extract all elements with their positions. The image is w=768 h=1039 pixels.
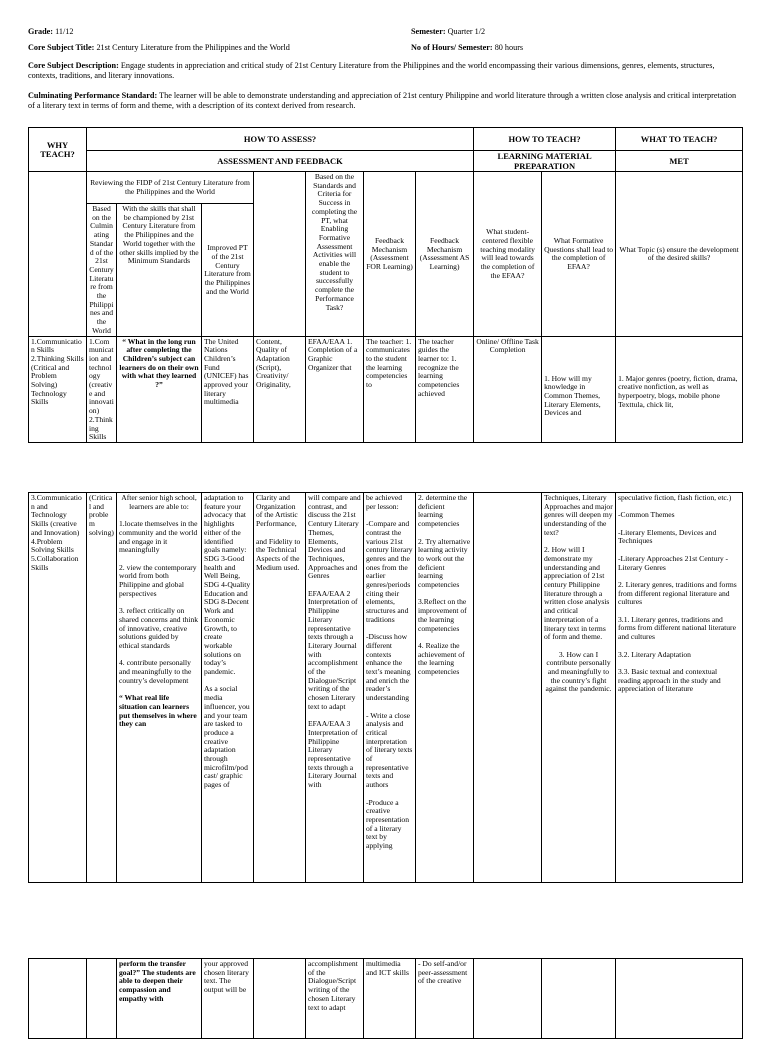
standard-line [28, 91, 743, 111]
topic-text-1: speculative fiction, flash fiction, etc.) [618, 493, 732, 502]
reviewing-fidp-header: Reviewing the FIDP of 21st Century Literature from the Philippines and the World [87, 172, 254, 204]
feedback-for-cell [364, 493, 416, 883]
topic-text-2: -Common Themes [618, 510, 675, 520]
blank-cell [542, 959, 616, 1039]
fas-text-2: 2. Try alternative learning activity to work out the deficient learning competencies [418, 536, 471, 590]
culminating-standard-header: Based on the Culminating Standard of the 21st Century Literature from the Philippines and the World [87, 204, 117, 337]
topic-text-7: 3.2. Literary Adaptation [618, 649, 691, 659]
skills-header: With the skills that shall be championed by 21st Century Literature from the Philippines and the World together with the other skills implied by the Minimum Standards [117, 204, 202, 337]
fidp-table-page-2 [28, 492, 743, 883]
modality-cell [474, 493, 542, 883]
why-teach-header: WHY TEACH? [29, 128, 87, 172]
goal-question: “ What real life situation can learners put themselves in where they can [119, 693, 197, 729]
grasps-text-2: and Fidelity to the Technical Aspects of the Medium used. [256, 536, 301, 572]
feedback-for-cell: The teacher: 1. communicates to the student the learning competencies to [364, 336, 416, 442]
pt-text-2: As a social media influencer, you and your team are tasked to produce a creative adaptation through microfilm/podcast/ graphic pages of [204, 684, 250, 790]
blank-cell [254, 959, 306, 1039]
goal-intro: After senior high school, learners are able to: [121, 493, 197, 511]
blank-cell [616, 959, 743, 1039]
feedback-as-header: Feedback Mechanism (Assessment AS Learning) [416, 172, 474, 337]
feedback-as-cell: - Do self-and/or peer-assessment of the creative [416, 959, 474, 1039]
subject-line [28, 43, 398, 53]
blank-cell [87, 959, 117, 1039]
formative-questions-header: What Formative Questions shall lead to the completion of EFAA? [542, 172, 616, 337]
hours-line [411, 43, 523, 53]
grade-label: Grade: [28, 27, 54, 36]
topics-cell: 1. Major genres (poetry, fiction, drama, creative nonfiction, as well as hyperpoetry, blogs, mobile phone Texttula, chick lit, [616, 336, 743, 442]
efaa-cell [306, 493, 364, 883]
topics-header: What Topic (s) ensure the development of the desired skills? [616, 172, 743, 337]
hours-value: 80 hours [494, 43, 524, 52]
improved-pt-header: Improved PT of the 21st Century Literature from the Philippines and the World [202, 204, 254, 337]
skills-cell: (Critical and problem solving) [87, 493, 117, 883]
transfer-goal-cell: perform the transfer goal?” The students are able to deepen their compassion and empathy with [117, 959, 202, 1039]
enabling-assessment-header: Based on the Standards and Criteria for Success in completing the PT, what Enabling Formative Assessment Activities will enable the student to successfully complete the Performance Task? [306, 172, 364, 337]
pt-text-1: adaptation to feature your advocacy that highlights either of the identified goals namely: SDG 3-Good health and Well Being, SDG 4-Quality Education and SDG 8-Decent Work and Economic Growth, to create workable solutions on today’s pandemic. [204, 493, 251, 677]
standard-label: Culminating Performance Standard: [28, 91, 158, 100]
goal-item-4: 4. contribute personally and meaningfully to the country’s development [119, 658, 192, 685]
topic-text-5: 2. Literary genres, traditions and forms from different regional literature and cultures [618, 579, 737, 607]
subject-value: 21st Century Literature from the Philippines and the World [96, 43, 290, 52]
met-header: MET [616, 151, 743, 172]
standard-value: The learner will be able to demonstrate understanding and appreciation of 21st century Philippine and world literature through a written close analysis and critical interpretation of a literary text in terms of form and theme, with a description of its context derived from research. [28, 91, 737, 110]
ffor-text-2: -Compare and contrast the various 21st century literary genres and the ones from the earlier genres/periods citing their elements, structures and traditions [366, 519, 413, 624]
why-skills-cell: 3.Communication and Technology Skills (creative and Innovation) 4.Problem Solving Skills 5.Collaboration Skills [29, 493, 87, 883]
subject-label: Core Subject Title: [28, 43, 95, 52]
fidp-table-page-3 [28, 958, 743, 1039]
blank-cell [254, 172, 306, 337]
ffor-text-5: -Produce a creative representation of a literary text by applying [366, 797, 410, 851]
blank-cell [474, 959, 542, 1039]
formative-questions-cell [542, 493, 616, 883]
grade-value: 11/12 [55, 27, 74, 36]
description-value: Engage students in appreciation and critical study of 21st Century Literature from the Philippines and the world encompassing their various dimensions, genres, elements, structures, contexts, traditions, and literary innovations. [28, 61, 715, 80]
topic-text-3: -Literary Elements, Devices and Techniques [618, 527, 717, 546]
transfer-goal-cell: “ What in the long run after completing the Children’s subject can learners do on their own with what they learned ?” [117, 336, 202, 442]
performance-task-cell: The United Nations Children’s Fund (UNICEF) has approved your literary multimedia [202, 336, 254, 442]
fidp-table-page-1 [28, 127, 743, 443]
efaa-cell: accomplishment of the Dialogue/Script writing of the chosen Literary text to adapt [306, 959, 364, 1039]
blank-cell [29, 959, 87, 1039]
how-to-assess-header: HOW TO ASSESS? [87, 128, 474, 151]
grasps-text-1: Clarity and Organization of the Artistic Performance, [256, 493, 298, 529]
topic-text-4: -Literary Approaches 21st Century -Literary Genres [618, 553, 729, 572]
ffor-text-1: be achieved per lesson: [366, 493, 403, 511]
feedback-as-cell: The teacher guides the learner to: 1. recognize the learning competencies achieved [416, 336, 474, 442]
semester-label: Semester: [411, 27, 446, 36]
grasps-criteria-cell: Content, Quality of Adaptation (Script), Creativity/ Originality, [254, 336, 306, 442]
learning-material-header: LEARNING MATERIAL PREPARATION [474, 151, 616, 172]
blank-cell [29, 172, 87, 337]
ffor-text-4: - Write a close analysis and critical interpretation of literary texts of representative texts and authors [366, 710, 413, 790]
efaa-text-3: EFAA/EAA 3 Interpretation of Philippine Literary representative texts through a Literary Journal with [308, 719, 358, 790]
feedback-for-header: Feedback Mechanism (Assessment FOR Learning) [364, 172, 416, 337]
goal-item-2: 2. view the contemporary world from both Philippine and global perspectives [119, 562, 197, 598]
why-skills-cell: 1.Communication Skills 2.Thinking Skills (Critical and Problem Solving) Technology Skills [29, 336, 87, 442]
semester-line [411, 27, 485, 37]
efaa-text-1: will compare and contrast, and discuss the 21st Century Literary Themes, Elements, Devices and Techniques, Approaches and Genres [308, 493, 361, 581]
transfer-goal-cell [117, 493, 202, 883]
modality-header: What student-centered flexible teaching modality will lead towards the completion of the EFAA? [474, 172, 542, 337]
skills-cell: 1.Communication and technology (creative and innovation) 2.Thinking Skills [87, 336, 117, 442]
semester-value: Quarter 1/2 [447, 27, 486, 36]
fas-text-1: 2. determine the deficient learning competencies [418, 493, 468, 529]
what-to-teach-header: WHAT TO TEACH? [616, 128, 743, 151]
feedback-for-cell: multimedia and ICT skills [364, 959, 416, 1039]
efaa-cell: EFAA/EAA 1. Completion of a Graphic Organizer that [306, 336, 364, 442]
topic-text-8: 3.3. Basic textual and contextual reading approach in the study and appreciation of literature [618, 666, 721, 694]
how-to-teach-header: HOW TO TEACH? [474, 128, 616, 151]
topic-text-6: 3.1. Literary genres, traditions and forms from different national literature and cultures [618, 614, 736, 642]
grasps-criteria-cell [254, 493, 306, 883]
fas-text-4: 4. Realize the achievement of the learning competencies [418, 640, 465, 677]
description-label: Core Subject Description: [28, 61, 119, 70]
hours-label: No of Hours/ Semester: [411, 43, 493, 52]
fas-text-3: 3.Reflect on the improvement of the learning competencies [418, 597, 467, 633]
ffor-text-3: -Discuss how different contexts enhance the text’s meaning and enrich the reader’s understanding [366, 632, 411, 703]
topics-cell [616, 493, 743, 883]
assessment-feedback-header: ASSESSMENT AND FEEDBACK [87, 151, 474, 172]
question-text-3: 3. How can I contribute personally and meaningfully to the country’s fight against the pandemic. [545, 649, 612, 694]
goal-item-1: 1.locate themselves in the community and the world and engage in it meaningfully [119, 519, 198, 555]
efaa-text-2: EFAA/EAA 2 Interpretation of Philippine Literary representative texts through a Literary Journal with accomplishment of the Dialogue/Script writing of the chosen Literary text to adapt [308, 588, 358, 711]
goal-item-3: 3. reflect critically on shared concerns and think of innovative, creative solutions guided by ethical standards [119, 606, 199, 650]
question-text-1: Techniques, Literary Approaches and major genres will deepen my understanding of the text? [544, 493, 613, 537]
formative-questions-cell: 1. How will my knowledge in Common Themes, Literary Elements, Devices and [542, 336, 616, 442]
performance-task-cell: your approved chosen literary text. The output will be [202, 959, 254, 1039]
performance-task-cell [202, 493, 254, 883]
modality-cell: Online/ Offline Task Completion [474, 336, 542, 442]
feedback-as-cell [416, 493, 474, 883]
grade-line [28, 27, 73, 37]
description-line [28, 61, 743, 81]
question-text-2: 2. How will I demonstrate my understanding and appreciation of 21st century Philippine literature through a written close analysis and critical interpretation of a literary text in terms of form and theme. [544, 545, 610, 642]
